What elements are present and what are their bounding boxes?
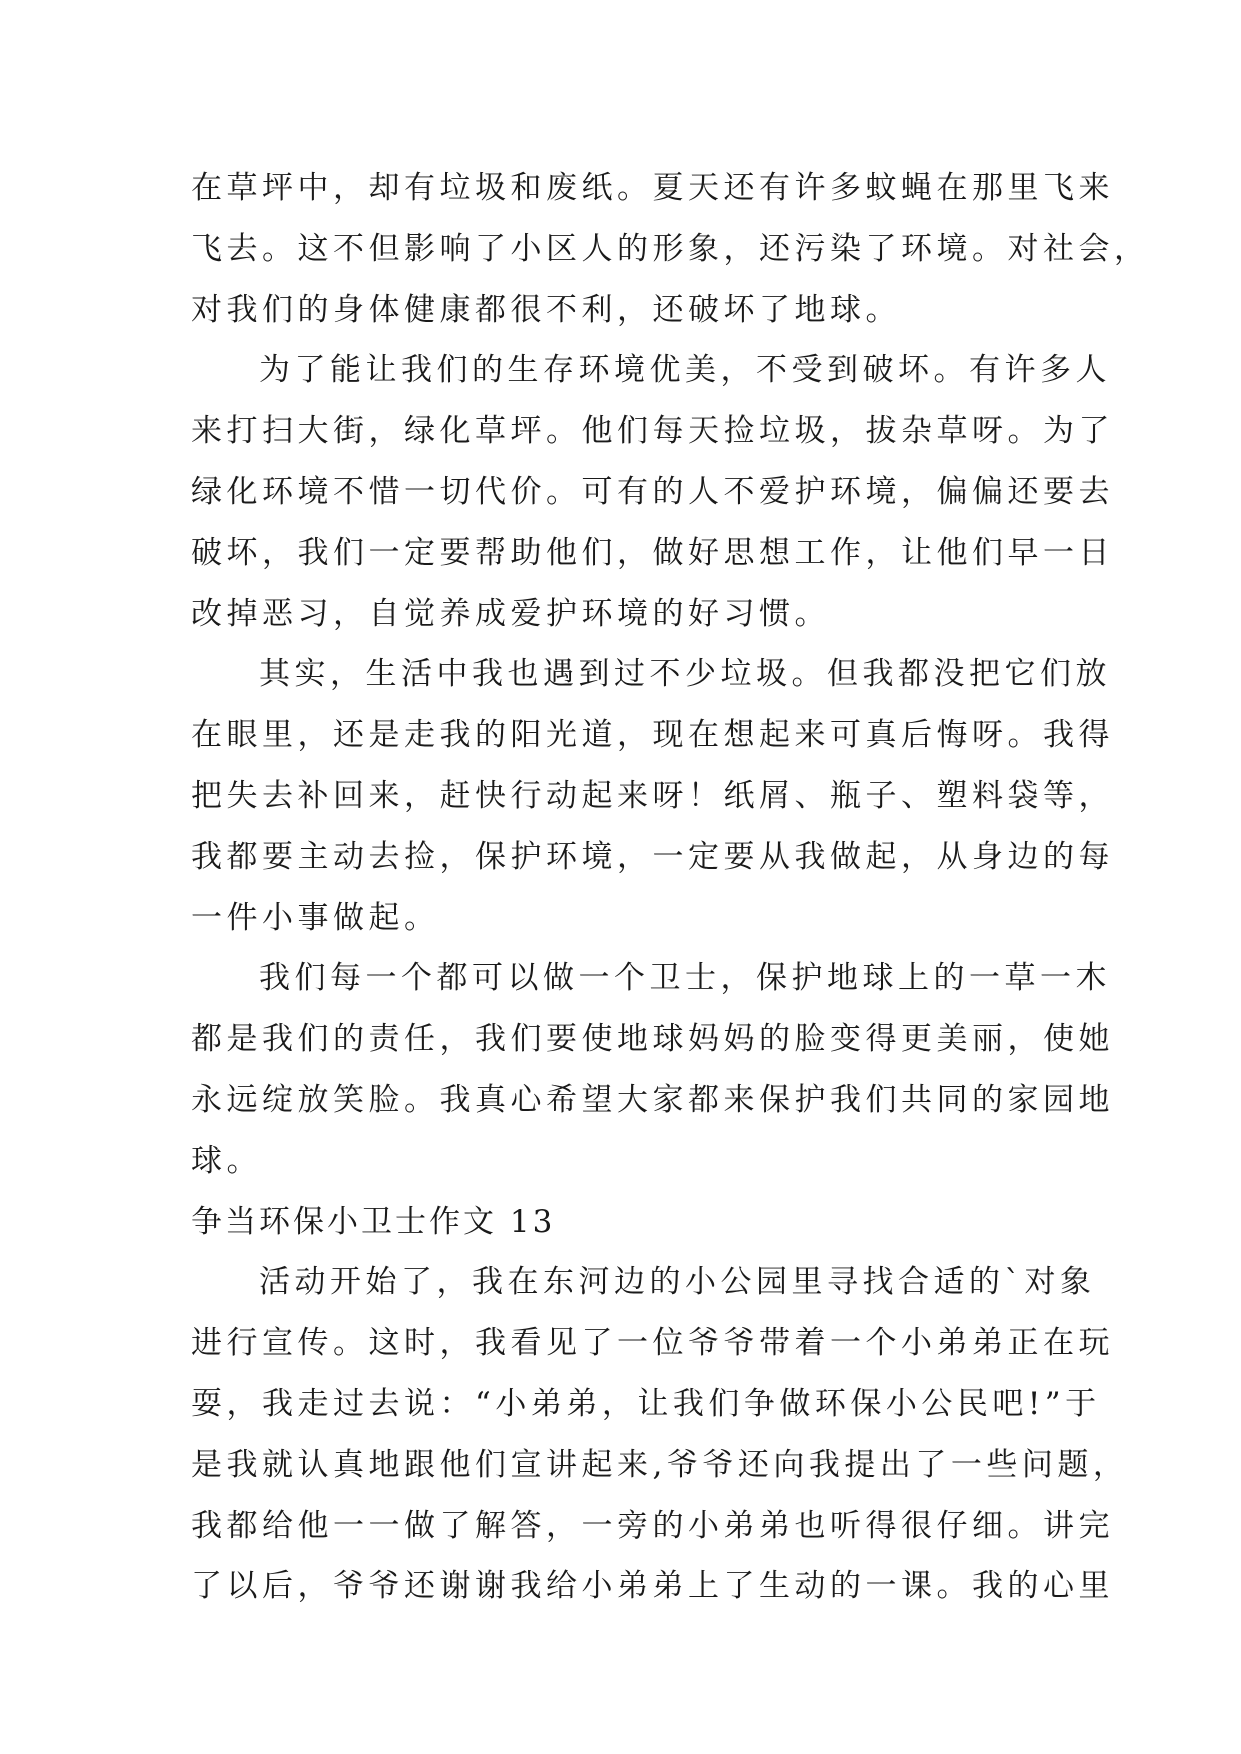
text-line: 对我们的身体健康都很不利，还破坏了地球。 (191, 291, 901, 328)
text-line: 都是我们的责任，我们要使地球妈妈的脸变得更美丽，使她 (191, 1021, 1114, 1058)
text-line: 我都要主动去捡，保护环境，一定要从我做起，从身边的每 (191, 838, 1114, 875)
text-line: 我们每一个都可以做一个卫士，保护地球上的一草一木 (259, 960, 1111, 997)
text-line: 是我就认真地跟他们宣讲起来,爷爷还向我提出了一些问题， (191, 1446, 1129, 1483)
text-line: 把失去补回来，赶快行动起来呀！纸屑、瓶子、塑料袋等， (191, 777, 1114, 814)
text-line: 来打扫大街，绿化草坪。他们每天捡垃圾，拔杂草呀。为了 (191, 413, 1114, 450)
text-line: 活动开始了，我在东河边的小公园里寻找合适的`对象 (259, 1264, 1096, 1301)
document-body (191, 158, 1150, 1617)
section-heading: 争当环保小卫士作文 13 (191, 1203, 556, 1240)
text-line: 球。 (191, 1142, 262, 1179)
text-line: 飞去。这不但影响了小区人的形象，还污染了环境。对社会， (191, 230, 1150, 267)
text-line: 在眼里，还是走我的阳光道，现在想起来可真后悔呀。我得 (191, 717, 1114, 754)
text-line: 一件小事做起。 (191, 899, 440, 936)
text-line: 了以后，爷爷还谢谢我给小弟弟上了生动的一课。我的心里 (191, 1568, 1114, 1605)
text-line: 在草坪中，却有垃圾和废纸。夏天还有许多蚊蝇在那里飞来 (191, 170, 1114, 206)
text-line: 进行宣传。这时，我看见了一位爷爷带着一个小弟弟正在玩 (191, 1325, 1114, 1362)
text-line: 改掉恶习，自觉养成爱护环境的好习惯。 (191, 595, 830, 632)
text-line: 绿化环境不惜一切代价。可有的人不爱护环境，偏偏还要去 (191, 473, 1114, 510)
text-line: 为了能让我们的生存环境优美，不受到破坏。有许多人 (259, 352, 1111, 389)
text-line: 我都给他一一做了解答，一旁的小弟弟也听得很仔细。讲完 (191, 1507, 1114, 1544)
text-line: 其实，生活中我也遇到过不少垃圾。但我都没把它们放 (259, 656, 1111, 693)
text-line: 永远绽放笑脸。我真心希望大家都来保护我们共同的家园地 (191, 1081, 1114, 1118)
text-line: 破坏，我们一定要帮助他们，做好思想工作，让他们早一日 (191, 534, 1114, 571)
text-line: 耍，我走过去说：“小弟弟，让我们争做环保小公民吧!”于 (191, 1385, 1101, 1422)
